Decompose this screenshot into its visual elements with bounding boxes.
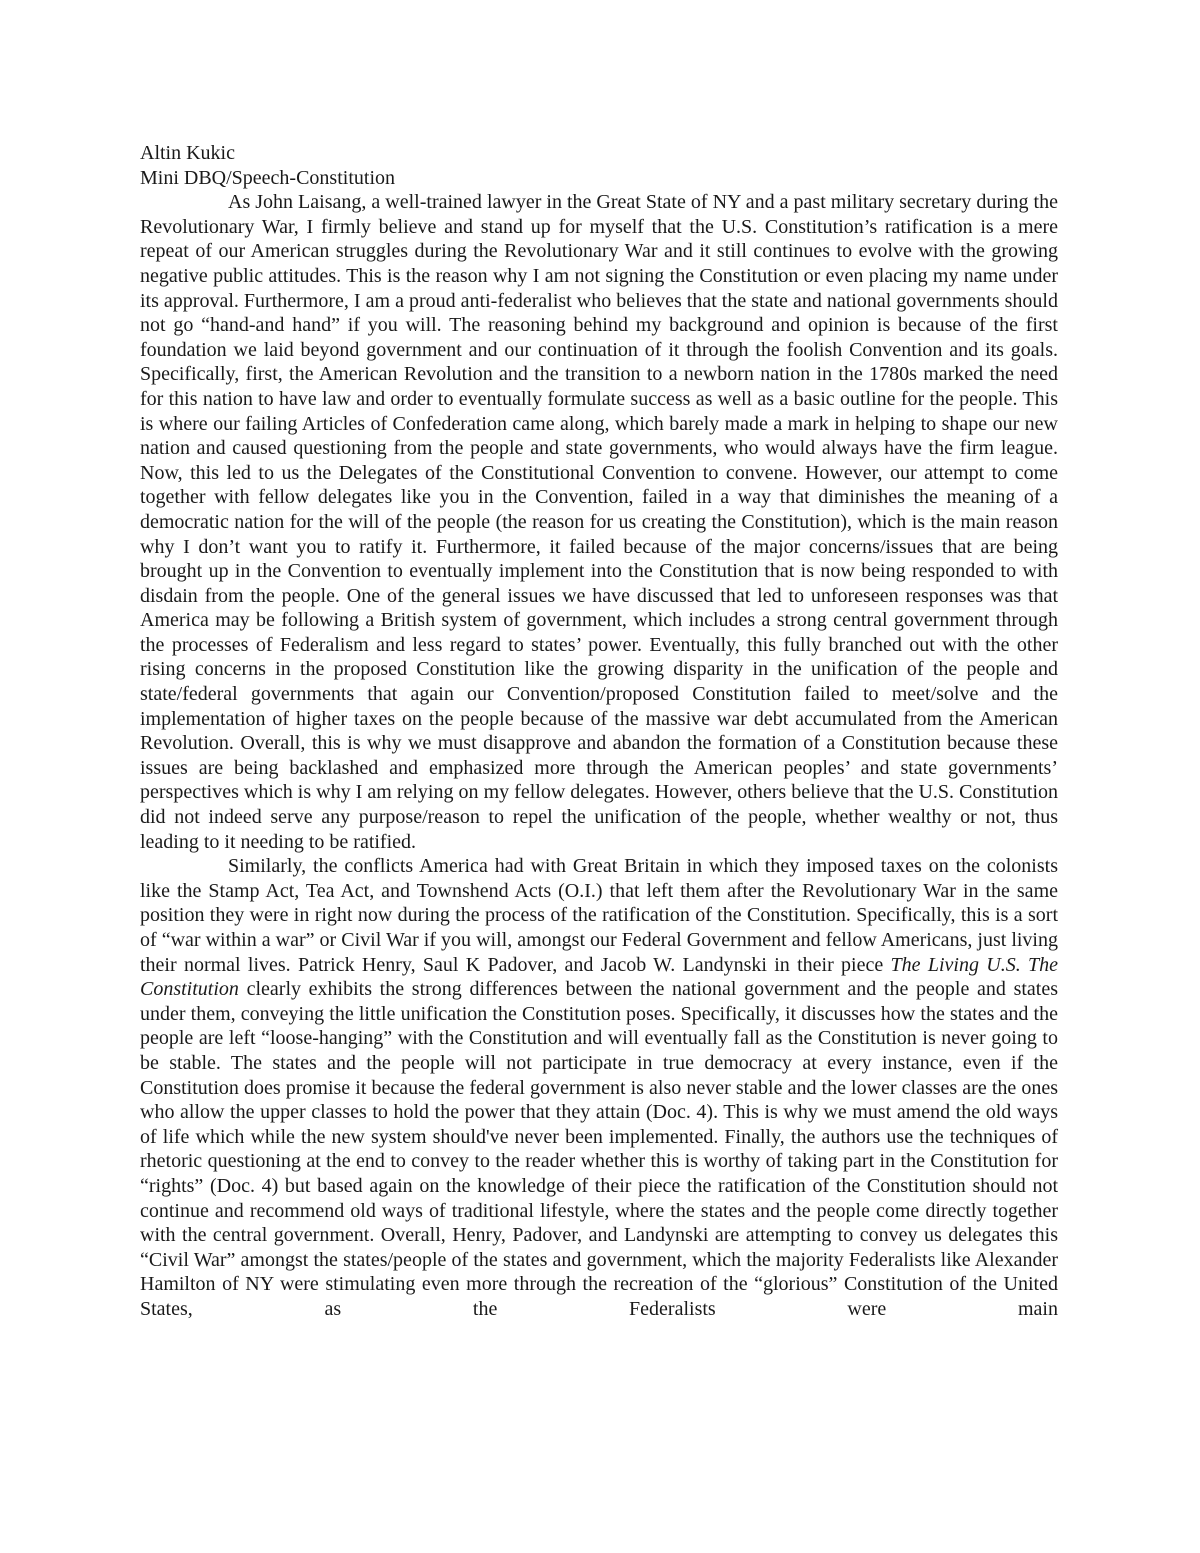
document-body: [140, 141, 1058, 1322]
body-paragraph-1: As John Laisang, a well-trained lawyer in the Great State of NY and a past military secretary during the Revolutionary War, I firmly believe and stand up for myself that the U.S. Constitution’s ratification is a mere repeat of our American struggles during the Revolutionary War and it still continues to evolve with the growing negative public attitudes. This is the reason why I am not signing the Constitution or even placing my name under its approval. Furthermore, I am a proud anti-federalist who believes that the state and national governments should not go “hand-and hand” if you will. The reasoning behind my background and opinion is because of the first foundation we laid beyond government and our continuation of it through the foolish Convention and its goals. Specifically, first, the American Revolution and the transition to a newborn nation in the 1780s marked the need for this nation to have law and order to eventually formulate success as well as a basic outline for the people. This is where our failing Articles of Confederation came along, which barely made a mark in helping to shape our new nation and caused questioning from the people and state governments, who would always have the firm league. Now, this led to us the Delegates of the Constitutional Convention to convene. However, our attempt to come together with fellow delegates like you in the Convention, failed in a way that diminishes the meaning of a democratic nation for the will of the people (the reason for us creating the Constitution), which is the main reason why I don’t want you to ratify it. Furthermore, it failed because of the major concerns/issues that are being brought up in the Convention to eventually implement into the Constitution that is now being responded to with disdain from the people. One of the general issues we have discussed that led to unforeseen responses was that America may be following a British system of government, which includes a strong central government through the processes of Federalism and less regard to states’ power. Eventually, this fully branched out with the other rising concerns in the proposed Constitution like the growing disparity in the unification of the people and state/federal governments that again our Convention/proposed Constitution failed to meet/solve and the implementation of higher taxes on the people because of the massive war debt accumulated from the American Revolution. Overall, this is why we must disapprove and abandon the formation of a Constitution because these issues are being backlashed and emphasized more through the American peoples’ and state governments’ perspectives which is why I am relying on my fellow delegates. However, others believe that the U.S. Constitution did not indeed serve any purpose/reason to repel the unification of the people, whether wealthy or not, thus leading to it needing to be ratified.: [140, 191, 1058, 853]
paragraph-2-text-after-title: clearly exhibits the strong differences between the national government and the people and states under them, conveying the little unification the Constitution poses. Specifically, it discusses how the states and the people are left “loose-hanging” with the Constitution and will eventually fall as the Constitution is never going to be stable. The states and the people will not participate in true democracy at every instance, even if the Constitution does promise it because the federal government is also never stable and the lower classes are the ones who allow the upper classes to hold the power that they attain (Doc. 4). This is why we must amend the old ways of life which while the new system should've never been implemented. Finally, the authors use the techniques of rhetoric questioning at the end to convey to the reader whether this is worthy of taking part in the Constitution for “rights” (Doc. 4) but based again on the knowledge of their piece the ratification of the Constitution should not continue and recommend old ways of traditional lifestyle, where the states and the people come directly together with the central government. Overall, Henry, Padover, and Landynski are attempting to convey us delegates this “Civil War” amongst the states/people of the states and government, which the majority Federalists like Alexander Hamilton of NY were stimulating even more through the recreation of the “glorious” Constitution of the United States, as the Federalists were main: [140, 978, 1058, 1320]
cited-work-title: The Living U.S. The Constitution: [140, 953, 1058, 1001]
paragraph-2-text-before-title: Similarly, the conflicts America had with Great Britain in which they imposed taxes on the colonists like the Stamp Act, Tea Act, and Townshend Acts (O.I.) that left them after the Revolutionary War in the same position they were in right now during the process of the ratification of the Constitution. Specifically, this is a sort of “war within a war” or Civil War if you will, amongst our Federal Government and fellow Americans, just living their normal lives. Patrick Henry, Saul K Padover, and Jacob W. Landynski in their piece: [140, 855, 1058, 976]
body-paragraph-2: [140, 854, 1058, 1321]
author-name: Altin Kukic: [140, 142, 235, 164]
document-title: Mini DBQ/Speech-Constitution: [140, 166, 395, 189]
